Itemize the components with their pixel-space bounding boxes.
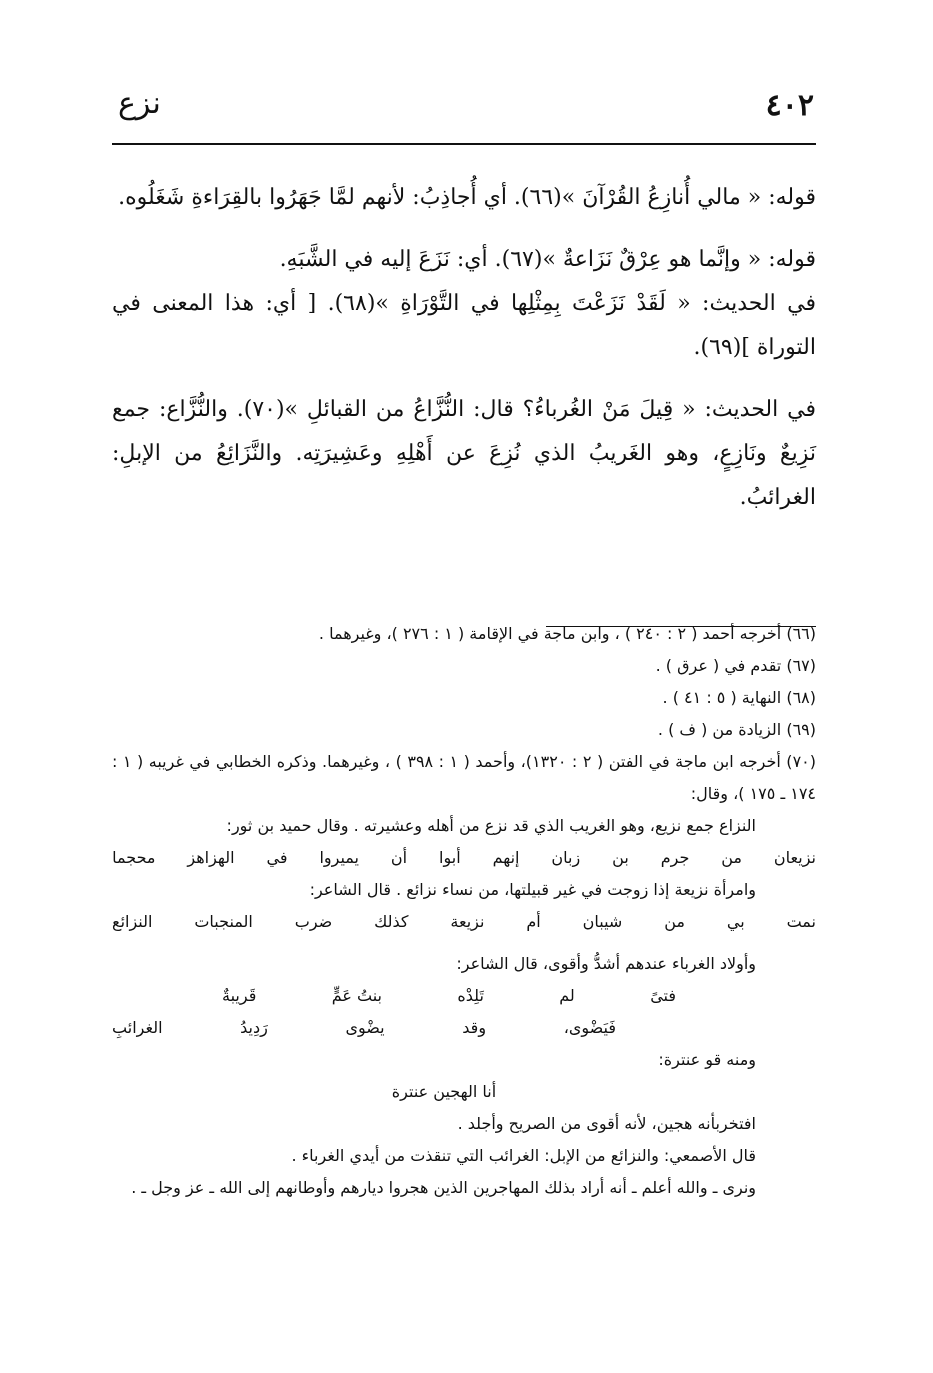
verse-word: إنهم — [492, 848, 520, 867]
spacer — [112, 938, 816, 948]
footnote-66: (٦٦) أخرجه أحمد ( ٢ : ٢٤٠ ) ، وابن ماجة في الإقامة ( ١ : ٢٧٦ )، وغيرهما . — [318, 624, 816, 643]
footnote-quote-6: قال الأصمعي: والنزائع من الإبل: الغرائب التي تنقذت من أيدي الغرباء . — [291, 1146, 756, 1165]
page-header — [112, 78, 816, 138]
footnote-quote-3: وأولاد الغرباء عندهم أشدُّ وأقوى، قال الشاعر: — [456, 954, 756, 973]
verse-word: الهزاهز — [187, 848, 235, 867]
paragraph-66: قوله: « مالي أُنازِعُ القُرْآنَ »(٦٦). أي أُجاذِبُ: لأنهم لمَّا جَهَرُوا بالقِرَاءةِ شَغَلُوه. — [118, 185, 816, 210]
verse-word: لم — [559, 986, 575, 1005]
verse-word: المنجبات — [194, 912, 253, 931]
verse-word: أن — [390, 848, 408, 867]
verse-word: أبوا — [439, 848, 461, 867]
verse-word: بن — [612, 848, 629, 867]
verse-word: قَريبةٌ — [222, 986, 257, 1005]
footnote-quote-1: النزاع جمع نزيع، وهو الغريب الذي قد نزع من أهله وعشيرته . وقال حميد بن ثور: — [226, 816, 756, 835]
verse-word: رَدِيدُ — [240, 1018, 268, 1037]
page-number: ٤٠٢ — [765, 88, 814, 123]
verse-word: جرم — [660, 848, 690, 867]
verse-word: بي — [726, 912, 745, 931]
paragraph-70: في الحديث: « قِيلَ مَنْ الغُرباءُ؟ قال: النُّزَّاعُ من القبائلِ »(٧٠). والنُّزَّاع: جمع نَزِيعٌ ونَازِعٍ، وهو الغَريبُ الذي نُزِعَ عن أَهْلِهِ وعَشِيرَتِه. والنَّزَائِعُ من الإبلِ: الغرائبُ. — [112, 397, 816, 510]
verse-word: ضرب — [294, 912, 333, 931]
verse-word: أم — [526, 912, 541, 931]
footnote-quote-7: ونرى ـ والله أعلم ـ أنه أراد بذلك المهاجرين الذين هجروا ديارهم وأوطانهم إلى الله ـ عز وجل ـ . — [131, 1178, 756, 1197]
verse-word: يميروا — [319, 848, 359, 867]
verse-word: تَلِدْه — [457, 986, 484, 1005]
verse-word: محجما — [112, 848, 156, 867]
main-text — [112, 176, 816, 520]
footnote-quote-5: افتخربأنه هجين، لأنه أقوى من الصريح وأجلد . — [457, 1114, 756, 1133]
verse-word: فَيَضْوى، — [563, 1018, 616, 1037]
footnote-70: (٧٠) أخرجه ابن ماجة في الفتن ( ٢ : ١٣٢٠)، وأحمد ( ١ : ٣٩٨ ) ، وغيرهما. وذكره الخطابي في غريبه ( ١ : ١٧٤ ـ ١٧٥ )، وقال: — [112, 752, 816, 803]
footnotes — [112, 618, 816, 1204]
verse-word: كذلك — [374, 912, 409, 931]
verse-fata-first-hemistich — [112, 980, 816, 1012]
footnote-68: (٦٨) النهاية ( ٥ : ٤١ ) . — [662, 688, 816, 707]
verse-antara: أنا الهجين عنترة — [391, 1082, 497, 1101]
footnote-67: (٦٧) تقدم في ( عرق ) . — [655, 656, 816, 675]
paragraph-68: في الحديث: « لَقَدْ نَزَعْتَ بِمِثْلِها في التَّوْرَاةِ »(٦٨). [ أي: هذا المعنى في التوراة ](٦٩). — [112, 291, 817, 360]
verse-word: بنتُ عَمٍّ — [331, 986, 382, 1005]
root-word-heading: نزع — [118, 86, 161, 121]
verse-word: يضْوى — [345, 1018, 385, 1037]
verse-word: نمت — [786, 912, 816, 931]
paragraph-67: قوله: « وإنَّما هو عِرْقٌ نَزَاعةٌ »(٦٧). أي: نَزَعَ إليه في الشَّبَهِ. — [279, 247, 816, 272]
verse-word: من — [721, 848, 742, 867]
verse-word: فتىً — [650, 986, 676, 1005]
footnote-quote-2: وامرأة نزيعة إذا زوجت في غير قبيلتها، من نساء نزائع . قال الشاعر: — [309, 880, 756, 899]
verse-word: زبان — [551, 848, 581, 867]
verse-word: نزيعة — [450, 912, 485, 931]
footnote-69: (٦٩) الزيادة من ( ف ) . — [657, 720, 816, 739]
verse-word: الغرائبِ — [112, 1018, 163, 1037]
verse-word: وقد — [462, 1018, 487, 1037]
header-rule — [112, 143, 816, 145]
verse-word: شيبان — [582, 912, 623, 931]
verse-fata-second-hemistich — [112, 1012, 816, 1044]
verse-word: من — [664, 912, 685, 931]
footnote-quote-4: ومنه قو عنترة: — [658, 1050, 756, 1069]
verse-word: في — [266, 848, 288, 867]
verse-shayban — [112, 906, 816, 938]
verse-word: نزيعان — [773, 848, 816, 867]
verse-word: النزائع — [112, 912, 153, 931]
verse-hamid — [112, 842, 816, 874]
